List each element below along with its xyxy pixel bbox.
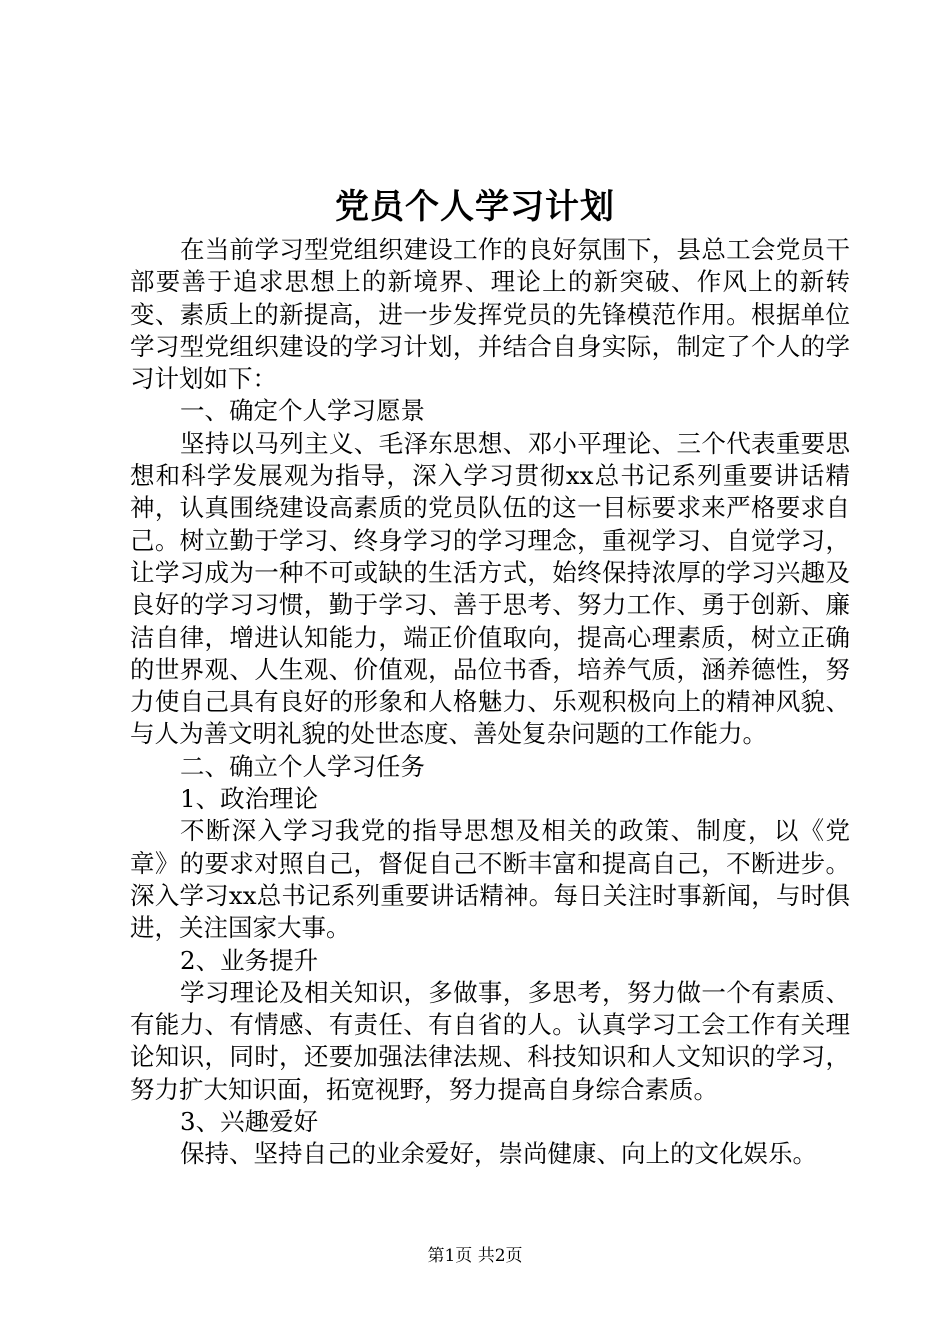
section-heading-vision: 一、确定个人学习愿景 bbox=[180, 396, 425, 426]
vision-paragraph: 坚持以马列主义、毛泽东思想、邓小平理论、三个代表重要思想和科学发展观为指导，深入学习贯彻xx总书记系列重要讲话精神，认真围绕建设高素质的党员队伍的这一目标要求来严格要求自己。树立勤于学习、终身学习的学习理念，重视学习、自觉学习，让学习成为一种不可或缺的生活方式，始终保持浓厚的学习兴趣及良好的学习习惯，勤于学习、善于思考、努力工作、勇于创新、廉洁自律，增进认知能力，端正价值取向，提高心理素质，树立正确的世界观、人生观、价值观，品位书香，培养气质，涵养德性，努力使自己具有良好的形象和人格魅力、乐观积极向上的精神风貌、与人为善文明礼貌的处世态度、善处复杂问题的工作能力。 bbox=[130, 428, 850, 749]
politics-paragraph: 不断深入学习我党的指导思想及相关的政策、制度，以《党章》的要求对照自己，督促自己不断丰富和提高自己，不断进步。深入学习xx总书记系列重要讲话精神。每日关注时事新闻，与时俱进，关注国家大事。 bbox=[130, 816, 850, 943]
subheading-business: 2、业务提升 bbox=[180, 945, 319, 975]
document-title: 党员个人学习计划 bbox=[335, 187, 615, 227]
hobbies-paragraph: 保持、坚持自己的业余爱好，崇尚健康、向上的文化娱乐。 bbox=[180, 1139, 817, 1169]
subheading-politics: 1、政治理论 bbox=[180, 784, 319, 814]
subheading-hobbies: 3、兴趣爱好 bbox=[180, 1107, 319, 1137]
document-body bbox=[130, 234, 850, 1171]
section-heading-tasks: 二、确立个人学习任务 bbox=[180, 751, 425, 781]
intro-paragraph: 在当前学习型党组织建设工作的良好氛围下，县总工会党员干部要善于追求思想上的新境界、理论上的新突破、作风上的新转变、素质上的新提高，进一步发挥党员的先锋模范作用。根据单位学习型党组织建设的学习计划，并结合自身实际，制定了个人的学习计划如下： bbox=[130, 235, 850, 394]
business-paragraph: 学习理论及相关知识，多做事，多思考，努力做一个有素质、有能力、有情感、有责任、有自省的人。认真学习工会工作有关理论知识，同时，还要加强法律法规、科技知识和人文知识的学习，努力扩大知识面，拓宽视野，努力提高自身综合素质。 bbox=[130, 977, 850, 1104]
page-footer: 第1页 共2页 bbox=[427, 1246, 523, 1266]
